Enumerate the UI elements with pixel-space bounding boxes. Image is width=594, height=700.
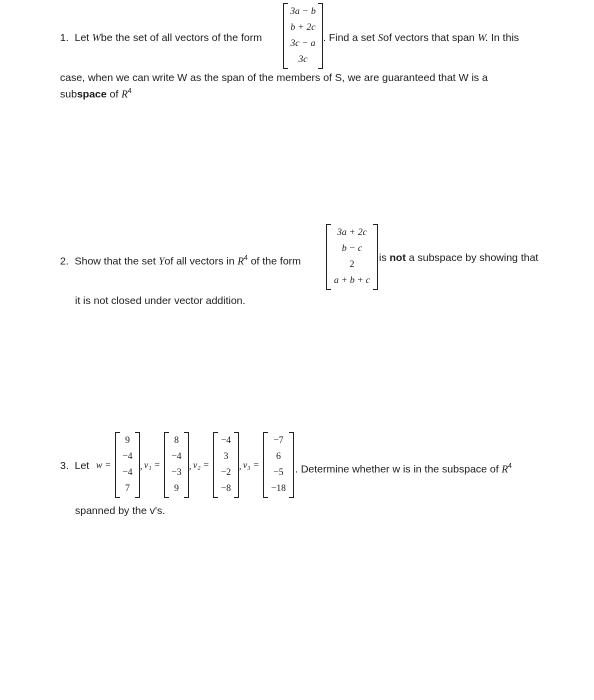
q3-v3-entry: −7 bbox=[273, 436, 284, 446]
q3-space-r: R bbox=[501, 464, 509, 476]
q2-line1 bbox=[60, 252, 301, 269]
q1-line3-post: of bbox=[106, 88, 122, 101]
q3-comma: , bbox=[239, 462, 242, 472]
q2-text-before: Show that the set bbox=[74, 255, 159, 268]
q3-comma: , bbox=[189, 462, 192, 472]
q3-vector-v3 bbox=[263, 432, 294, 498]
q1-vector-entry: 3c − a bbox=[290, 39, 316, 49]
q2-text-mid: of all vectors in bbox=[164, 255, 238, 268]
q2-vector-entry: b − c bbox=[341, 244, 363, 254]
q3-w-label: w = bbox=[96, 461, 112, 471]
q3-number: 3. bbox=[60, 460, 69, 472]
q3-v1-entry: −4 bbox=[171, 452, 182, 462]
q3-line2: spanned by the v's. bbox=[75, 505, 166, 517]
q1-text-after2: of vectors that span bbox=[383, 32, 478, 44]
q2-vector-entry: 3a + 2c bbox=[337, 228, 367, 238]
q2-text-after-bold: not bbox=[389, 252, 406, 264]
q1-line3 bbox=[60, 85, 132, 102]
q1-text-after3: In this bbox=[488, 32, 520, 44]
q1-space-exp: 4 bbox=[127, 88, 132, 95]
q1-number: 1. bbox=[60, 32, 69, 44]
q2-vector-entry: a + b + c bbox=[333, 276, 371, 286]
q1-space-r: R bbox=[121, 89, 128, 101]
q1-line2: case, when we can write W as the span of the members of S, we are guaranteed that W is a bbox=[60, 72, 488, 84]
q3-lead bbox=[60, 460, 89, 473]
q3-w-entry: −4 bbox=[122, 468, 133, 478]
q3-v2-entry: −4 bbox=[220, 436, 232, 446]
q1-var-s: S bbox=[377, 33, 384, 44]
q2-line2: it is not closed under vector addition. bbox=[75, 295, 246, 307]
q2-space-r: R bbox=[237, 256, 244, 268]
q3-text-let: Let bbox=[74, 460, 90, 472]
q3-v3-entry: 6 bbox=[276, 452, 281, 462]
q1-line1-tail bbox=[323, 32, 519, 45]
q3-text-after: . Determine whether w is in the subspace of bbox=[295, 463, 502, 476]
q1-line3-bold: space bbox=[76, 88, 107, 101]
q3-line1-tail bbox=[295, 460, 512, 477]
q3-vector-v1 bbox=[164, 432, 192, 498]
q3-v1-entry: 8 bbox=[174, 436, 179, 446]
q3-v1-entry: 9 bbox=[174, 484, 179, 494]
q2-text-after-pre: is bbox=[379, 252, 390, 264]
q2-vector-entry: 2 bbox=[349, 260, 355, 270]
q3-w-entry: 7 bbox=[125, 484, 130, 494]
q3-v3-entry: −5 bbox=[273, 468, 284, 478]
q1-line1 bbox=[60, 32, 262, 45]
q2-vector bbox=[326, 224, 378, 290]
q3-v1-label: v₁ = bbox=[144, 461, 161, 471]
q1-vector bbox=[283, 3, 323, 69]
q3-vector-v2 bbox=[213, 432, 242, 498]
q3-v3-label: v₃ = bbox=[243, 461, 260, 471]
q3-space-exp: 4 bbox=[508, 463, 512, 470]
q1-var-w2: W. bbox=[477, 33, 489, 44]
q2-line1-tail bbox=[379, 252, 538, 265]
q2-var-y: Y bbox=[158, 256, 165, 268]
q1-var-w: W bbox=[92, 33, 101, 44]
q3-vector-w bbox=[115, 432, 143, 498]
q2-text-after-post: a subspace by showing that bbox=[405, 252, 539, 264]
q1-vector-entry: b + 2c bbox=[290, 23, 316, 33]
q2-number: 2. bbox=[60, 255, 69, 268]
q2-space-exp: 4 bbox=[243, 255, 248, 262]
q3-v2-label: v₂ = bbox=[193, 461, 210, 471]
q3-v2-entry: −8 bbox=[220, 484, 232, 494]
q1-text-before: Let bbox=[74, 32, 93, 44]
q3-w-entry: −4 bbox=[122, 452, 133, 462]
q1-line3-pre: sub bbox=[60, 88, 77, 101]
q2-text-mid2: of the form bbox=[247, 255, 301, 268]
q3-v3-entry: −18 bbox=[271, 484, 286, 494]
q1-vector-entry: 3c bbox=[298, 55, 308, 65]
q3-v1-entry: −3 bbox=[171, 468, 182, 478]
q3-v2-entry: −2 bbox=[220, 468, 232, 478]
q1-text-mid: be the set of all vectors of the form bbox=[100, 32, 262, 44]
q1-vector-entry: 3a − b bbox=[290, 7, 316, 17]
q3-w-entry: 9 bbox=[125, 436, 130, 446]
q3-comma: , bbox=[140, 462, 143, 472]
q1-text-after: . Find a set bbox=[323, 32, 378, 44]
q3-v2-entry: 3 bbox=[223, 452, 229, 462]
